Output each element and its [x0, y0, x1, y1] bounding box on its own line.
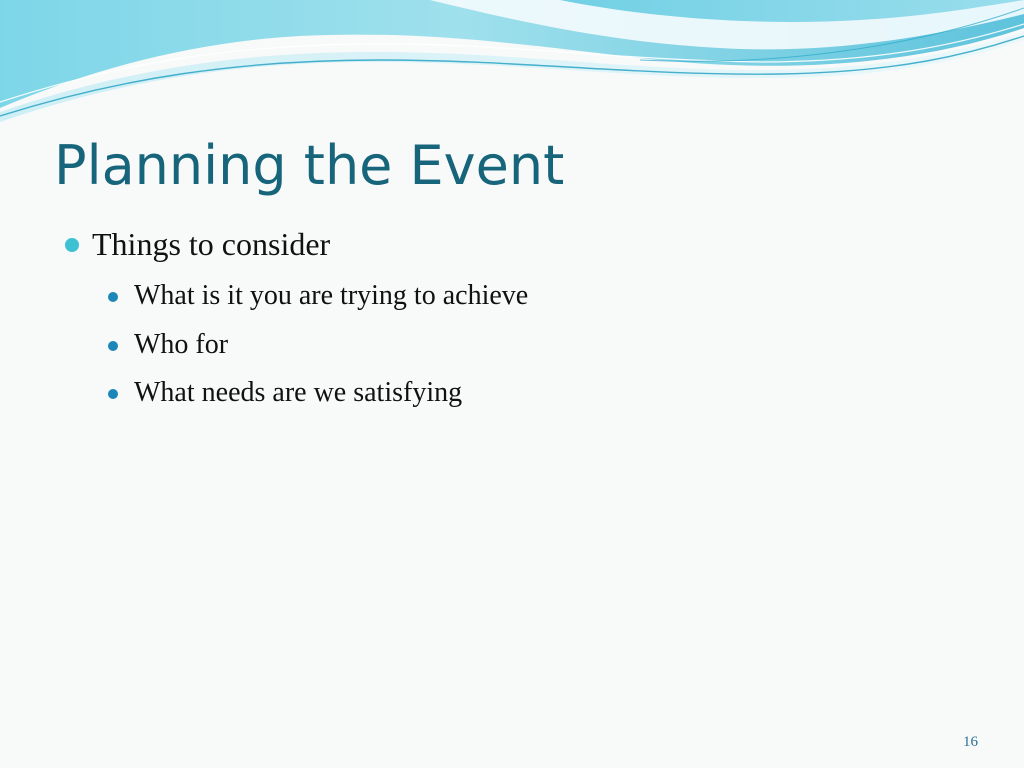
- sub-bullet-dot-icon: [108, 389, 118, 399]
- sub-bullet-text: What is it you are trying to achieve: [134, 280, 529, 311]
- header-wave-decoration: [0, 0, 1024, 130]
- sub-bullet-item: [134, 327, 228, 363]
- sub-bullet-text: Who for: [134, 329, 229, 360]
- sub-bullet-item: [134, 278, 528, 314]
- sub-bullet-text: What needs are we satisfying: [134, 377, 463, 408]
- slide-title: Planning the Event: [54, 134, 565, 197]
- sub-bullet-dot-icon: [108, 341, 118, 351]
- bullet-text: Things to consider: [92, 226, 331, 262]
- slide-number: 16: [963, 734, 978, 750]
- bullet-dot-icon: [65, 238, 79, 252]
- bullet-item-level1: [92, 224, 330, 264]
- sub-bullet-item: [134, 375, 462, 411]
- sub-bullet-dot-icon: [108, 292, 118, 302]
